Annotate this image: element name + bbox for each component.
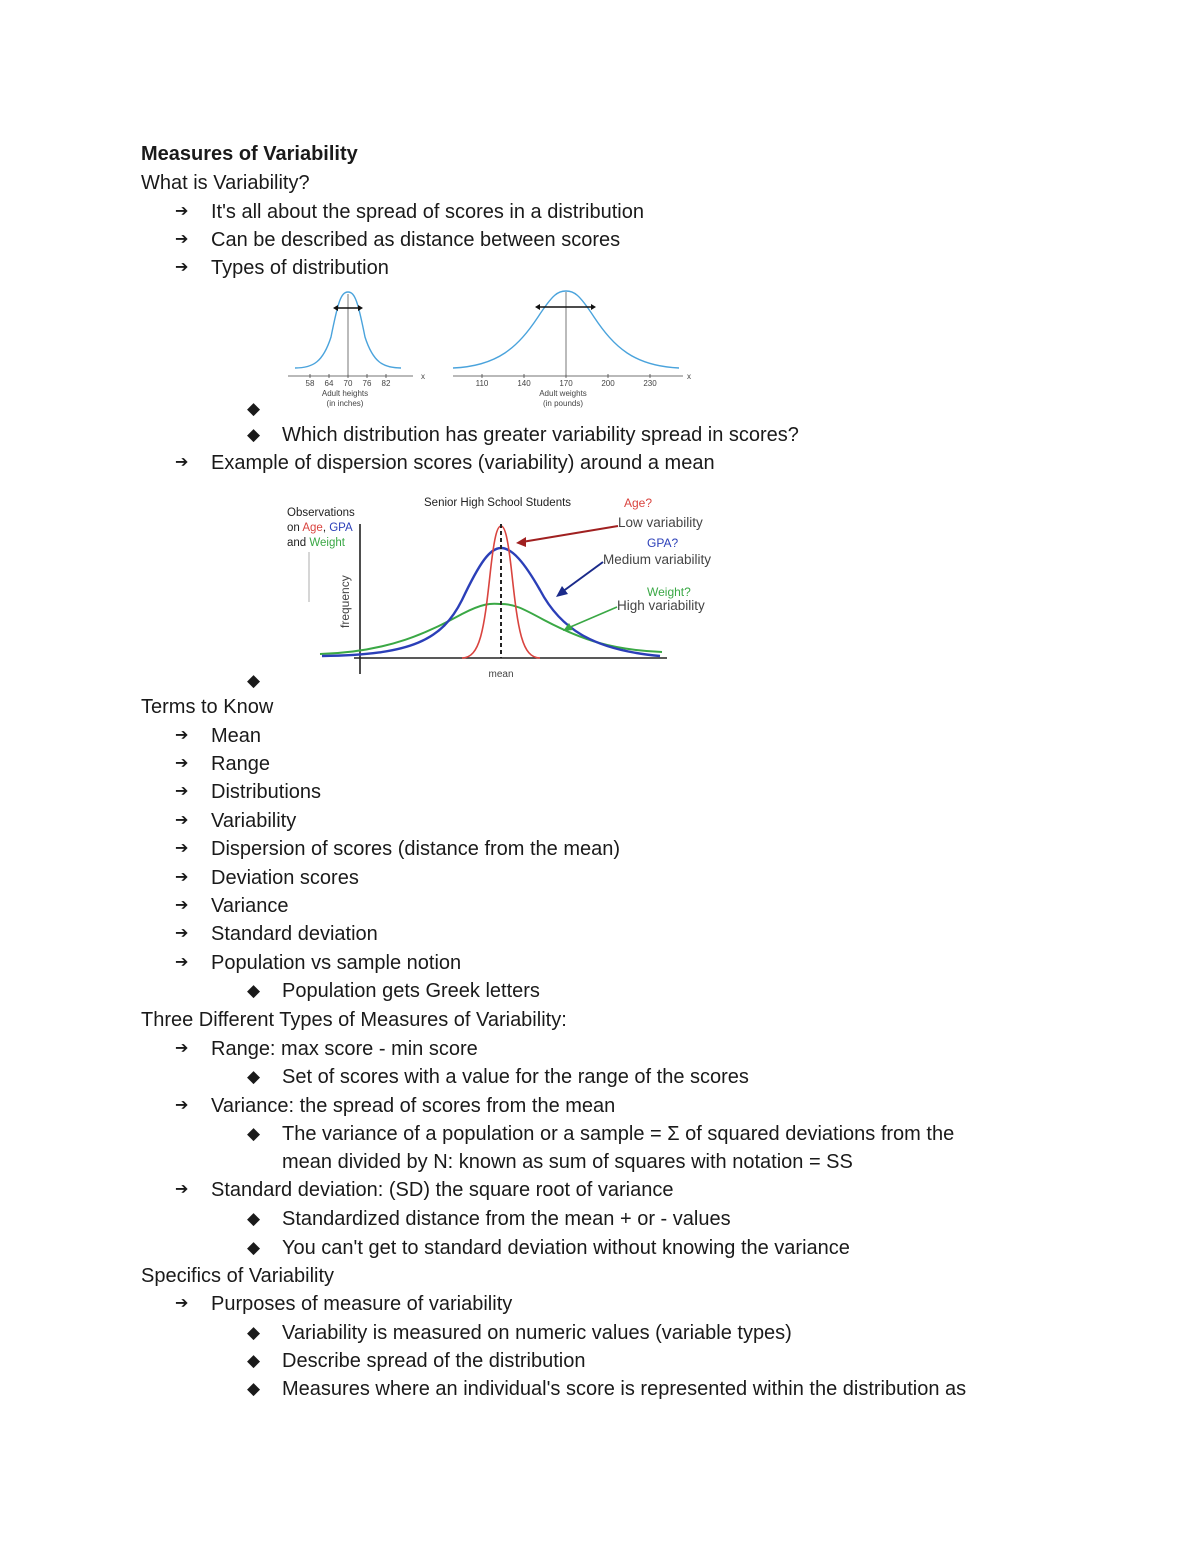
list-item: Variability <box>211 810 297 832</box>
tick-label: 140 <box>517 379 531 388</box>
axis-variable: x <box>421 372 425 381</box>
arrow-bullet-icon: ➔ <box>175 925 189 942</box>
tick-label: 170 <box>559 379 573 388</box>
observations-label: and Weight <box>287 537 345 549</box>
list-item: Range: max score - min score <box>211 1038 478 1060</box>
page-title: Measures of Variability <box>141 143 358 165</box>
list-item: Can be described as distance between scores <box>211 229 621 251</box>
list-item: Standard deviation <box>211 923 378 945</box>
arrow-bullet-icon: ➔ <box>175 1181 189 1198</box>
list-item: Which distribution has greater variability spread in scores? <box>282 424 799 446</box>
diamond-bullet-icon: ◆ <box>247 1124 261 1143</box>
tick-label: 76 <box>362 379 372 388</box>
list-item: Example of dispersion scores (variability) around a mean <box>211 452 715 474</box>
arrow-bullet-icon: ➔ <box>175 454 189 471</box>
tick-label: 110 <box>475 379 489 388</box>
diamond-bullet-icon: ◆ <box>247 1067 261 1086</box>
arrow-bullet-icon: ➔ <box>175 1040 189 1057</box>
distribution-figure-svg <box>283 282 696 413</box>
tick-label: 200 <box>601 379 615 388</box>
axis-label: Adult heights <box>321 389 369 398</box>
tick-label: 82 <box>381 379 391 388</box>
list-item: Measures where an individual's score is represented within the distribution as <box>282 1378 967 1400</box>
list-item-continuation: mean divided by N: known as sum of squares with notation = SS <box>282 1151 853 1173</box>
diamond-bullet-icon: ◆ <box>247 425 261 444</box>
section-heading: Terms to Know <box>141 696 274 718</box>
list-item: It's all about the spread of scores in a distribution <box>211 201 644 223</box>
list-item: Distributions <box>211 781 322 803</box>
tick-label: 58 <box>305 379 315 388</box>
axis-label: (in inches) <box>326 399 364 408</box>
x-axis-label: mean <box>488 669 514 680</box>
arrow-bullet-icon: ➔ <box>175 203 189 220</box>
arrow-bullet-icon: ➔ <box>175 869 189 886</box>
diamond-bullet-icon: ◆ <box>247 399 261 418</box>
axis-label: (in pounds) <box>542 399 584 408</box>
list-item: You can't get to standard deviation without knowing the variance <box>282 1237 850 1259</box>
section-heading: Specifics of Variability <box>141 1265 335 1287</box>
observations-label: Observations <box>287 507 355 519</box>
distribution-figure <box>283 282 696 413</box>
diamond-bullet-icon: ◆ <box>247 1351 261 1370</box>
high-variability-label: High variability <box>617 598 705 613</box>
figure-title: Senior High School Students <box>424 497 572 509</box>
arrow-bullet-icon: ➔ <box>175 755 189 772</box>
arrow-bullet-icon: ➔ <box>175 954 189 971</box>
list-item: Standard deviation: (SD) the square root of variance <box>211 1179 674 1201</box>
arrow-bullet-icon: ➔ <box>175 897 189 914</box>
list-item: Variance <box>211 895 289 917</box>
list-item: Variability is measured on numeric values (variable types) <box>282 1322 792 1344</box>
dispersion-figure-svg <box>282 480 742 684</box>
weight-question: Weight? <box>647 585 691 599</box>
list-item: The variance of a population or a sample = Σ of squared deviations from the <box>282 1123 955 1145</box>
arrow-bullet-icon: ➔ <box>175 1097 189 1114</box>
arrow-bullet-icon: ➔ <box>175 231 189 248</box>
section-heading: Three Different Types of Measures of Variability: <box>141 1009 567 1031</box>
axis-variable: x <box>687 372 691 381</box>
list-item: Mean <box>211 725 262 747</box>
list-item: Types of distribution <box>211 257 389 279</box>
list-item: Variance: the spread of scores from the mean <box>211 1095 616 1117</box>
diamond-bullet-icon: ◆ <box>247 1209 261 1228</box>
gpa-question: GPA? <box>647 536 679 550</box>
diamond-bullet-icon: ◆ <box>247 981 261 1000</box>
arrow-bullet-icon: ➔ <box>175 812 189 829</box>
observations-label: on Age, GPA <box>287 522 353 534</box>
age-question: Age? <box>624 496 653 510</box>
section-heading: What is Variability? <box>141 172 310 194</box>
list-item: Population vs sample notion <box>211 952 462 974</box>
diamond-bullet-icon: ◆ <box>247 1379 261 1398</box>
list-item: Range <box>211 753 270 775</box>
arrow-bullet-icon: ➔ <box>175 840 189 857</box>
diamond-bullet-icon: ◆ <box>247 1323 261 1342</box>
arrow-bullet-icon: ➔ <box>175 259 189 276</box>
tick-label: 70 <box>343 379 353 388</box>
y-axis-label: frequency <box>338 575 352 628</box>
arrow-bullet-icon: ➔ <box>175 1295 189 1312</box>
list-item: Describe spread of the distribution <box>282 1350 586 1372</box>
diamond-bullet-icon: ◆ <box>247 1238 261 1257</box>
diamond-bullet-icon: ◆ <box>247 671 261 690</box>
list-item: Set of scores with a value for the range of the scores <box>282 1066 749 1088</box>
arrow-bullet-icon: ➔ <box>175 727 189 744</box>
tick-label: 230 <box>643 379 657 388</box>
medium-variability-label: Medium variability <box>603 552 712 567</box>
tick-label: 64 <box>324 379 334 388</box>
list-item: Population gets Greek letters <box>282 980 540 1002</box>
dispersion-figure <box>282 480 742 684</box>
list-item: Standardized distance from the mean + or - values <box>282 1208 731 1230</box>
arrow-bullet-icon: ➔ <box>175 783 189 800</box>
list-item: Deviation scores <box>211 867 359 889</box>
axis-label: Adult weights <box>539 389 587 398</box>
low-variability-label: Low variability <box>618 515 703 530</box>
list-item: Purposes of measure of variability <box>211 1293 513 1315</box>
list-item: Dispersion of scores (distance from the mean) <box>211 838 621 860</box>
